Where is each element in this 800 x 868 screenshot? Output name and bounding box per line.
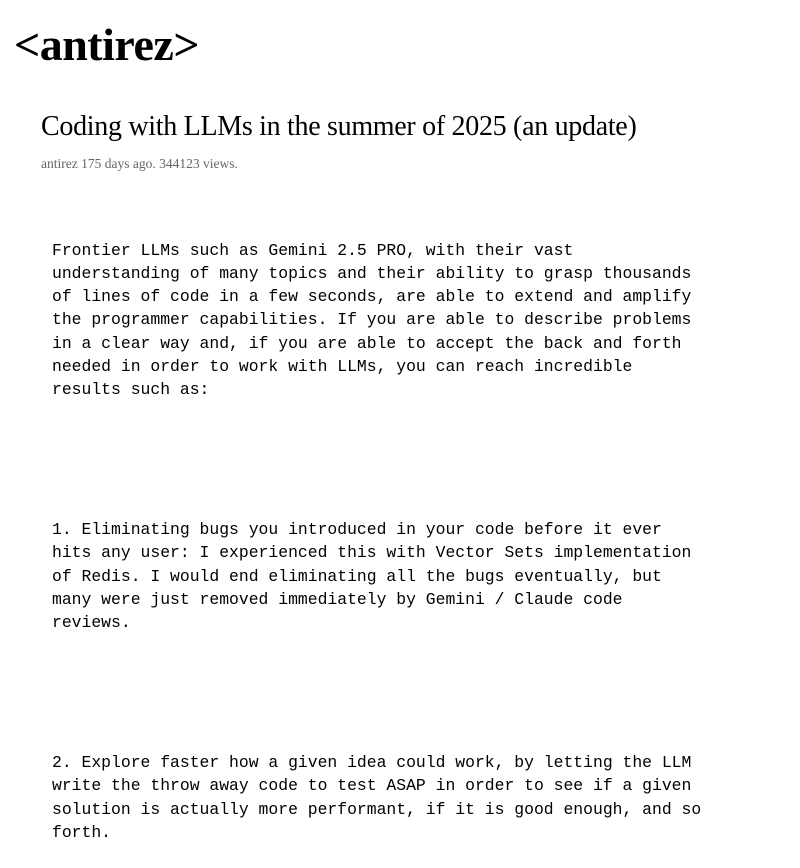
post-paragraph-item-1: 1. Eliminating bugs you introduced in your code before it ever hits any user: I experienced this with Vector Sets implementation of Redis. I would end eliminating all the bugs eventually, but many were just removed immediately by Gemini / Claude code reviews. bbox=[52, 520, 692, 633]
site-title-link[interactable]: <antirez> bbox=[14, 19, 200, 70]
post-age: 175 days ago. bbox=[81, 156, 156, 171]
author-link[interactable]: antirez bbox=[41, 156, 78, 171]
paragraph-spacer bbox=[52, 681, 792, 704]
post-meta bbox=[41, 154, 238, 174]
paragraph-spacer bbox=[52, 448, 792, 471]
post-body bbox=[52, 192, 792, 868]
site-header bbox=[14, 12, 199, 78]
post-title-link[interactable]: Coding with LLMs in the summer of 2025 (an update) bbox=[41, 111, 637, 142]
post-paragraph-intro: Frontier LLMs such as Gemini 2.5 PRO, with their vast understanding of many topics and their ability to grasp thousands of lines of code in a few seconds, are able to extend and amplify the programmer capabilities. If you are able to describe problems in a clear way and, if you are able to accept the back and forth needed in order to work with LLMs, you can reach incredible results such as: bbox=[52, 240, 692, 400]
post-paragraph-item-2: 2. Explore faster how a given idea could work, by letting the LLM write the throw away code to test ASAP in order to see if a given solution is actually more performant, if it is good enough, and so forth. bbox=[52, 753, 702, 843]
view-count: 344123 views. bbox=[159, 156, 238, 171]
